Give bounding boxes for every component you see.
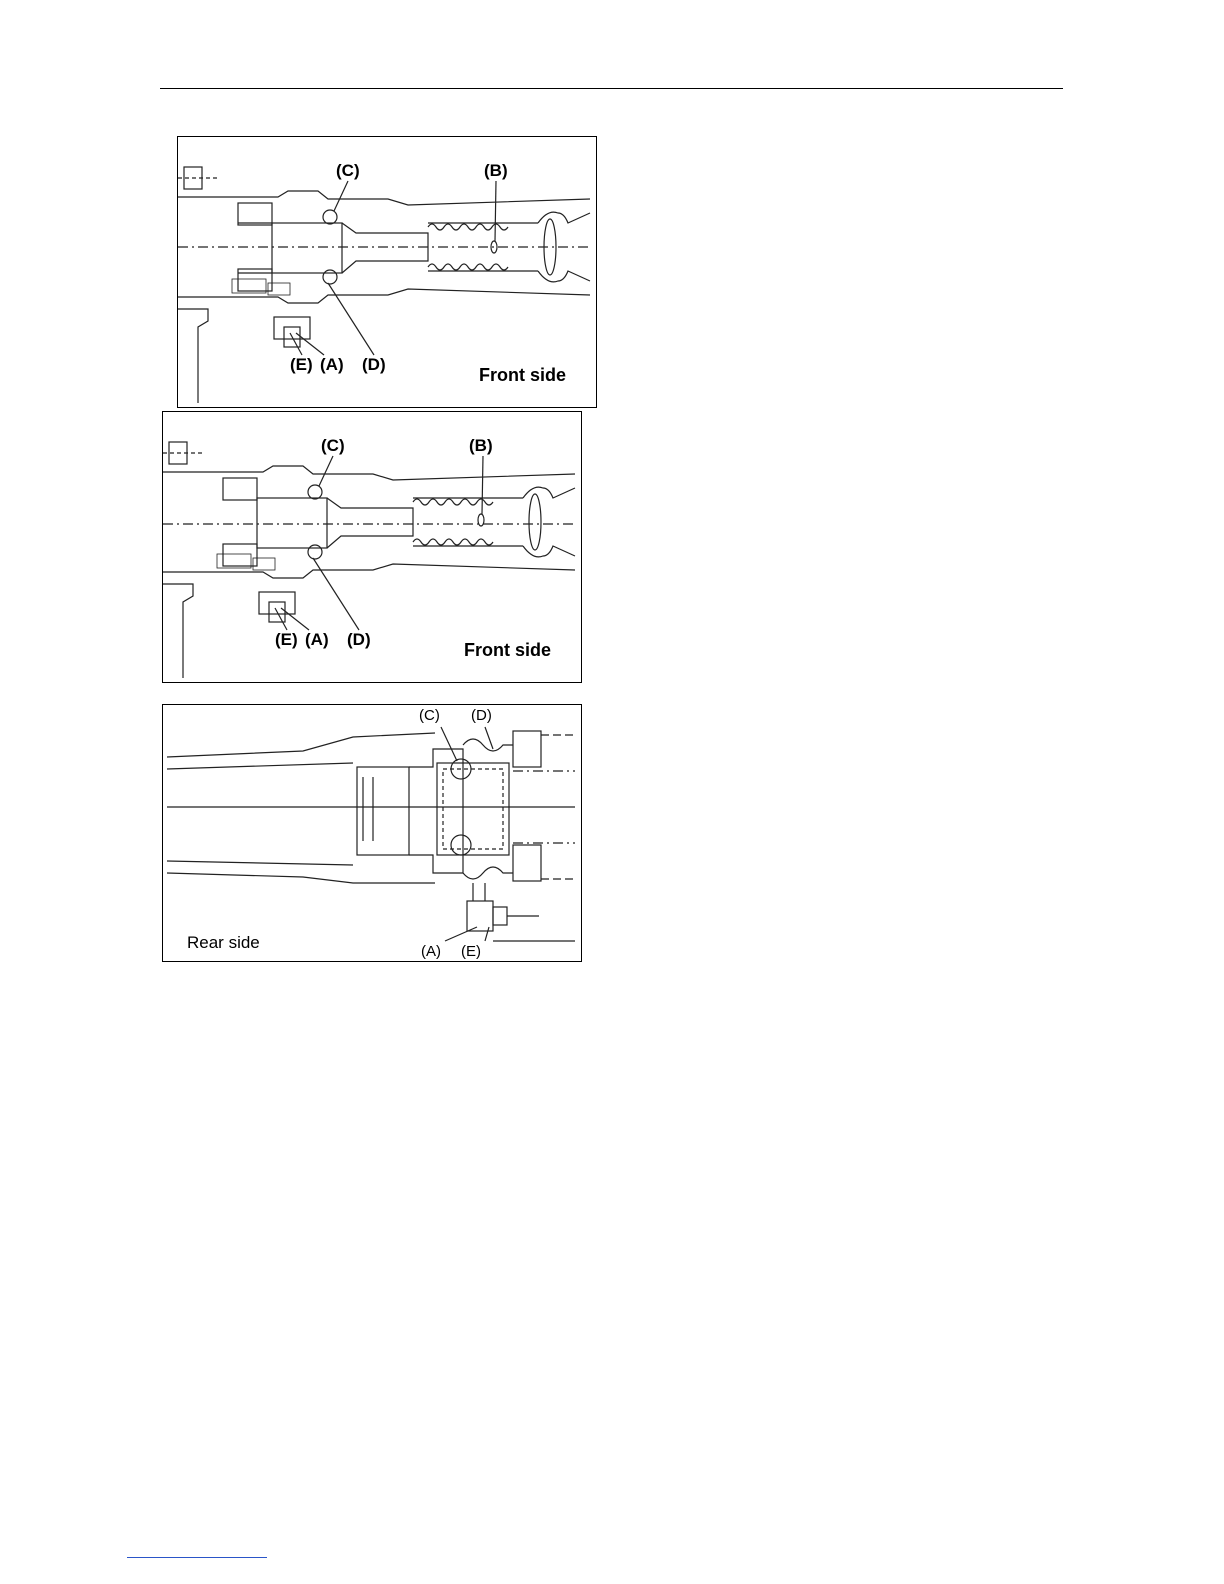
callout-c: (C) — [419, 707, 440, 724]
callout-c: (C) — [321, 436, 345, 455]
header-rule — [160, 88, 1063, 89]
callout-a: (A) — [421, 943, 441, 960]
callout-a: (A) — [305, 630, 329, 649]
figure-caption: Front side — [464, 640, 552, 660]
callout-e: (E) — [461, 943, 481, 960]
footer-link-underline — [127, 1557, 267, 1558]
callout-b: (B) — [469, 436, 493, 455]
callout-d: (D) — [347, 630, 371, 649]
front-side-diagram-2 — [162, 411, 582, 683]
callout-d: (D) — [471, 707, 492, 724]
callout-b: (B) — [484, 161, 508, 180]
callout-d: (D) — [362, 355, 386, 374]
shaft-drawing — [163, 705, 582, 962]
callout-e: (E) — [290, 355, 313, 374]
front-side-diagram-1 — [177, 136, 597, 408]
figure-caption: Rear side — [187, 933, 260, 952]
callout-e: (E) — [275, 630, 298, 649]
figure-caption: Front side — [479, 365, 567, 385]
callout-a: (A) — [320, 355, 344, 374]
callout-c: (C) — [336, 161, 360, 180]
rear-side-diagram — [162, 704, 582, 962]
